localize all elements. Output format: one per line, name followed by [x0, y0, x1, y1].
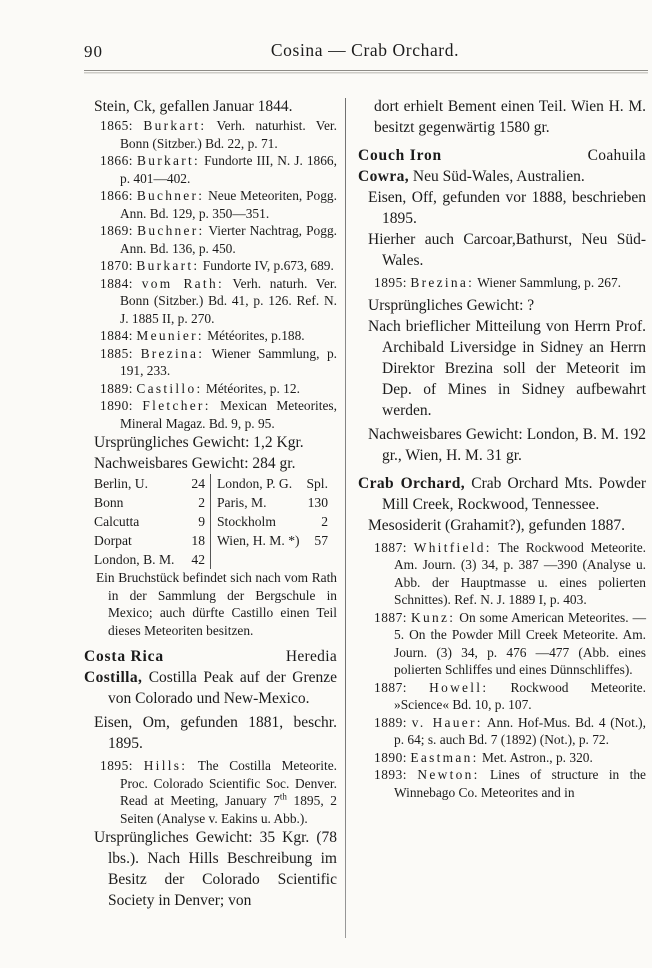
meteorite-entry-head	[358, 166, 646, 187]
reference	[84, 257, 337, 275]
ref-text: Météorites, p.188.	[207, 328, 305, 343]
ref-year: 1890:	[100, 398, 134, 413]
ref-author: Burkart:	[136, 258, 200, 273]
collection-name: London, P. G.	[217, 476, 293, 491]
ref-year: 1887:	[374, 609, 408, 625]
reference	[84, 187, 337, 222]
ref-text: Ann. Hof-Mus. Bd. 4 (Not.), p. 64; s. auch Bd. 7 (1892) (Not.), p. 72.	[394, 714, 646, 747]
ref-text: On some American Meteorites. — 5. On the Powder Mill Creek Meteorite. Am. Journ. (3) 34, p. 476 —477 (Abb. eines polierten Schliffes und eines Dünnschliffes).	[394, 609, 646, 677]
collection-name: Paris, M.	[217, 495, 267, 510]
cowra-also-line: Hierher auch Carcoar,Bathurst, Neu Süd-Wales.	[368, 231, 646, 269]
right-column	[358, 96, 646, 801]
ref-year: 1889:	[100, 380, 134, 396]
cowra-class-line: Eisen, Off, gefunden vor 1888, beschrieben 1895.	[368, 189, 646, 227]
ref-author: Burkart:	[137, 153, 201, 168]
ref-text: Verh. naturh. Ver. Bonn (Sitzber.) Bd. 41, p. 126. Ref. N. J. 1885 II, p. 270.	[120, 275, 337, 326]
ref-text: Wiener Sammlung, p. 191, 233.	[120, 345, 338, 378]
ref-author: Brezina:	[410, 275, 475, 290]
meteorite-locality: Neu Süd-Wales, Australien.	[409, 168, 585, 185]
original-weight-line: Ursprüngliches Gewicht: ?	[368, 296, 535, 314]
fragment-note: Ein Bruchstück befindet sich nach vom Rath in der Sammlung der Bergschule in Mexico; auch dürfte Castillo einen Teil dieses Meteoriten besitzen.	[96, 570, 337, 638]
ref-year: 1890:	[374, 749, 408, 765]
reference	[358, 766, 646, 801]
ref-author: Castillo:	[136, 380, 203, 396]
reference	[358, 714, 646, 749]
reference	[84, 152, 337, 187]
collection-weight: 57	[314, 533, 328, 548]
ref-author: Brezina:	[140, 345, 205, 361]
ref-year: 1870:	[100, 258, 134, 273]
costilla-class-line: Eisen, Om, gefunden 1881, beschr. 1895.	[94, 714, 337, 752]
ref-author: Howell:	[429, 679, 489, 695]
ref-year: 1895:	[374, 275, 408, 290]
meteorite-name: Costilla,	[84, 669, 143, 686]
reference	[84, 757, 337, 827]
reference	[84, 275, 337, 328]
locality-name: Costa Rica	[84, 648, 164, 665]
collection-weight: 24	[191, 476, 205, 491]
reference	[84, 380, 337, 398]
ordinal-superscript: th	[279, 791, 287, 802]
reference	[84, 327, 337, 345]
table-row	[217, 474, 328, 493]
reference	[358, 609, 646, 679]
ref-text: The Costilla Meteorite. Proc. Colorado Scientific Soc. Denver. Read at Meeting, January 7	[120, 758, 337, 808]
original-weight-line: Ursprüngliches Gewicht: 1,2 Kgr.	[94, 434, 304, 451]
collection-name: Stockholm	[217, 514, 276, 529]
ref-author: Buchner:	[137, 223, 205, 238]
collection-name: Wien, H. M. *)	[217, 533, 300, 548]
meteorite-name: Cowra,	[358, 168, 410, 185]
ref-author: Whitfield:	[413, 539, 492, 555]
header-rule	[84, 70, 648, 72]
ref-text: Wiener Sammlung, p. 267.	[477, 275, 622, 290]
meteorite-locality: Crab Orchard Mts. Powder Mill Creek, Rockwood, Tennessee.	[382, 474, 646, 513]
locality-region: Coahuila	[587, 147, 646, 164]
collection-weight: Spl.	[306, 476, 328, 491]
reference	[358, 679, 646, 714]
ref-text: Neue Meteoriten, Pogg. Ann. Bd. 129, p. 350—351.	[120, 188, 337, 221]
ref-author: Buchner:	[136, 188, 205, 203]
reference	[84, 345, 337, 380]
ref-text: Mexican Meteorites, Mineral Magaz. Bd. 9, p. 95.	[120, 398, 337, 431]
meteorite-entry-head	[358, 473, 646, 515]
cowra-note: Nach brieflicher Mitteilung von Herrn Prof. Archibald Liversidge in Sidney an Herrn Direktor Brezina soll der Meteorit im Dep. of Mines in Sidney aufbewahrt werden.	[368, 317, 646, 419]
ref-text: Verh. naturhist. Ver. Bonn (Sitzber.) Bd. 22, p. 71.	[120, 118, 337, 151]
collection-weight-table	[94, 474, 328, 569]
ref-text: 1895, 2 Seiten (Analyse v. Eakins u. Abb.).	[120, 793, 337, 826]
collection-name: London, B. M.	[94, 552, 175, 567]
ref-year: 1887:	[374, 539, 408, 555]
ref-author: Newton:	[417, 767, 480, 782]
table-row	[94, 512, 205, 531]
ref-author: Fletcher:	[142, 398, 211, 413]
ref-text: Fundorte III, N. J. 1866, p. 401—402.	[120, 153, 337, 186]
ref-text: Rockwood Meteorite. »Science« Bd. 10, p. 107.	[394, 679, 646, 712]
table-row	[94, 531, 205, 550]
collection-weight: 18	[191, 533, 205, 548]
meteorite-locality: Costilla Peak auf der Grenze von Colorado und New-Mexico.	[108, 669, 337, 707]
ref-year: 1887:	[374, 679, 408, 695]
collection-name: Calcutta	[94, 514, 140, 529]
ref-year: 1895:	[100, 758, 134, 773]
reference	[84, 117, 337, 152]
collection-name: Berlin, U.	[94, 476, 148, 491]
ref-author: Hills:	[143, 758, 188, 773]
verified-weight-line: Nachweisbares Gewicht: London, B. M. 192 gr., Wien, H. M. 31 gr.	[368, 425, 646, 464]
reference	[358, 749, 646, 767]
running-title: Cosina — Crab Orchard.	[270, 40, 460, 60]
page-number: 90	[84, 42, 103, 61]
ref-text: Météorites, p. 12.	[205, 380, 300, 396]
ref-year: 1889:	[374, 714, 408, 730]
ref-text: The Rockwood Meteorite. Am. Journ. (3) 34, p. 387 —390 (Analyse u. Abb. der Hauptmasse u. eines polierten Schnittes). Ref. N. J. 1889 I, p. 403.	[394, 539, 646, 607]
collection-weight: 9	[198, 514, 205, 529]
table-row	[94, 493, 205, 512]
meteorite-entry-head	[84, 667, 337, 709]
ref-year: 1866:	[100, 153, 134, 168]
ref-year: 1865:	[100, 118, 134, 133]
ref-year: 1866:	[100, 188, 134, 203]
crab-orchard-class-line: Mesosiderit (Grahamit?), gefunden 1887.	[368, 516, 625, 534]
left-column	[84, 96, 337, 911]
original-weight-line: Ursprüngliches Gewicht: 35 Kgr. (78 lbs.). Nach Hills Beschreibung im Besitz der Colorado Scientific Society in Denver; von	[94, 829, 337, 909]
weight-table-right	[211, 474, 328, 569]
ref-year: 1884:	[100, 328, 134, 343]
collection-name: Dorpat	[94, 533, 132, 548]
ref-author: Eastman:	[410, 749, 479, 765]
table-row	[94, 550, 205, 569]
ref-text: Lines of structure in the Winnebago Co. Meteorites and in	[394, 767, 646, 800]
locality-heading	[358, 145, 646, 166]
table-row	[217, 493, 328, 512]
verified-weight-line: Nachweisbares Gewicht: 284 gr.	[94, 455, 296, 472]
ref-text: Vierter Nachtrag, Pogg. Ann. Bd. 136, p. 450.	[120, 223, 337, 256]
column-divider-rule	[345, 98, 346, 938]
collection-weight: 2	[198, 495, 205, 510]
table-row	[217, 512, 328, 531]
ref-year: 1893:	[374, 767, 408, 782]
collection-weight: 42	[191, 552, 205, 567]
meteorite-name: Crab Orchard,	[358, 474, 466, 492]
locality-name: Couch Iron	[358, 147, 442, 164]
collection-weight: 130	[307, 495, 328, 510]
ref-author: vom Rath:	[141, 275, 224, 291]
reference	[358, 539, 646, 609]
ref-text: Fundorte IV, p.673, 689.	[202, 258, 334, 273]
collection-name: Bonn	[94, 495, 124, 510]
weight-table-left	[94, 474, 211, 569]
table-row	[94, 474, 205, 493]
reference	[84, 222, 337, 257]
ref-author: v. Hauer:	[411, 714, 483, 730]
ref-year: 1869:	[100, 223, 134, 238]
ref-author: Meunier:	[136, 328, 204, 343]
table-row	[217, 531, 328, 550]
ref-text: Met. Astron., p. 320.	[481, 749, 593, 765]
weight-line-continued: dort erhielt Bement einen Teil. Wien H. M. besitzt gegenwärtig 1580 gr.	[374, 98, 646, 136]
locality-region: Heredia	[285, 648, 337, 665]
cosina-class-line: Stein, Ck, gefallen Januar 1844.	[94, 98, 293, 115]
ref-author: Burkart:	[143, 118, 207, 133]
ref-author: Kunz:	[411, 609, 456, 625]
reference	[358, 274, 646, 292]
reference	[84, 397, 337, 432]
locality-heading	[84, 646, 337, 667]
ref-year: 1885:	[100, 345, 134, 361]
collection-weight: 2	[321, 514, 328, 529]
ref-year: 1884:	[100, 275, 134, 291]
